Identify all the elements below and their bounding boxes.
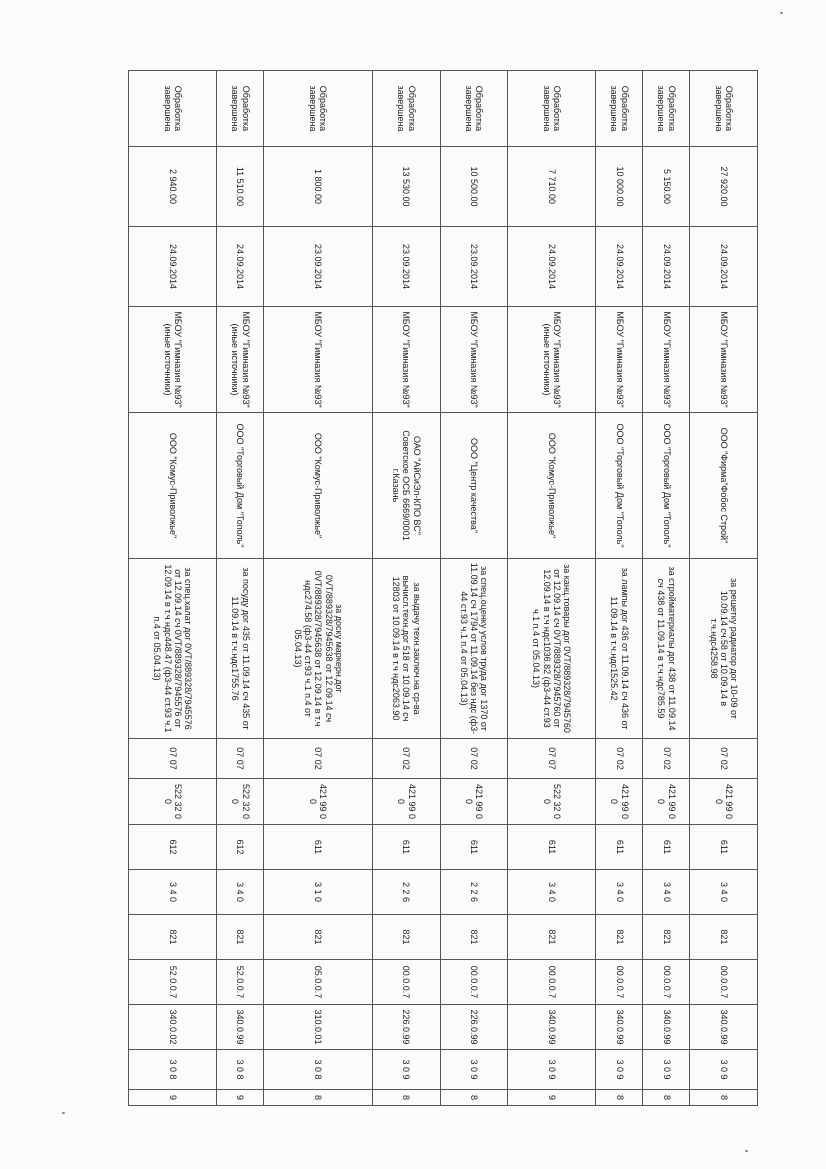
type-code-cell: 9 — [217, 1090, 264, 1106]
purpose-cell: за решетку радиатор дог 10-09 от 10.09.14 сч.58 от 10.09.14 в т.ч.ндс4258.98 — [690, 559, 758, 739]
status-cell: Обработка завершена — [596, 71, 643, 147]
section-code-cell: 07 02 — [643, 739, 690, 779]
section-code-cell: 07 02 — [440, 739, 508, 779]
article-code-cell: 340.0.99 — [217, 1005, 264, 1050]
customer-cell: МБОУ "Гимназия №93" — [264, 307, 373, 413]
kfo-code-cell: 3 0 9 — [643, 1050, 690, 1090]
subsidy-code-cell: 52.0.0.7 — [129, 960, 217, 1005]
scan-speck — [62, 1112, 65, 1114]
amount-cell: 10 000.00 — [596, 147, 643, 227]
table-row — [264, 71, 373, 1106]
article-code-cell: 340.0.99 — [690, 1005, 758, 1050]
target-code-cell: 421 99 0 0 — [372, 779, 440, 825]
purpose-cell: за спец.халат дог 0VT/889328/7945576 от 12.09.14 сч 0VT/889328/7945576 от 12.09.14 в т.ч ндс448.47 (ф3-44 ст.93 ч.1 п.4 от 05.04.13) — [129, 559, 217, 739]
purpose-cell: за спец.оценку услов труда дог 1370 от 11.09.14 сч 1794 от 11.09.14 без ндс (ф3-44 ст.93 ч.1 п.4 от 05.04.13) — [440, 559, 508, 739]
date-cell: 23.09.2014 — [372, 227, 440, 307]
type-code-cell: 9 — [129, 1090, 217, 1106]
subsidy-code-cell: 00.0.0.7 — [372, 960, 440, 1005]
article-code-cell: 310.0.01 — [264, 1005, 373, 1050]
status-cell: Обработка завершена — [217, 71, 264, 147]
customer-cell: МБОУ "Гимназия №93" — [372, 307, 440, 413]
code-cell: 821 — [508, 915, 596, 960]
kvr-code-cell: 612 — [129, 825, 217, 870]
rotated-table-wrapper — [128, 70, 758, 1105]
subsidy-code-cell: 05.0.0.7 — [264, 960, 373, 1005]
kfo-code-cell: 3 0 9 — [690, 1050, 758, 1090]
customer-cell: МБОУ "Гимназия №93" — [690, 307, 758, 413]
section-code-cell: 07 02 — [690, 739, 758, 779]
date-cell: 24.09.2014 — [643, 227, 690, 307]
status-cell: Обработка завершена — [129, 71, 217, 147]
subsidy-code-cell: 00.0.0.7 — [508, 960, 596, 1005]
status-cell: Обработка завершена — [690, 71, 758, 147]
amount-cell: 7 710.00 — [508, 147, 596, 227]
amount-cell: 1 800.00 — [264, 147, 373, 227]
customer-cell: МБОУ "Гимназия №93" (иные источники) — [217, 307, 264, 413]
target-code-cell: 522 32 0 0 — [508, 779, 596, 825]
supplier-cell: ОАО "АйСиЭл-КПО ВС" Советское ОСБ 6669/0001 г.Казань — [372, 413, 440, 559]
customer-cell: МБОУ "Гимназия №93" (иные источники) — [508, 307, 596, 413]
supplier-cell: ООО "Торговый Дом "Тополь" — [643, 413, 690, 559]
customer-cell: МБОУ "Гимназия №93" — [643, 307, 690, 413]
kvr-code-cell: 611 — [643, 825, 690, 870]
target-code-cell: 421 99 0 0 — [690, 779, 758, 825]
kosgu-code-cell: 3 4 0 — [508, 870, 596, 915]
code-cell: 821 — [372, 915, 440, 960]
kfo-code-cell: 3 0 8 — [264, 1050, 373, 1090]
supplier-cell: ООО "Комус-Приволжье" — [264, 413, 373, 559]
status-cell: Обработка завершена — [264, 71, 373, 147]
type-code-cell: 8 — [596, 1090, 643, 1106]
date-cell: 24.09.2014 — [596, 227, 643, 307]
kfo-code-cell: 3 0 8 — [129, 1050, 217, 1090]
kvr-code-cell: 611 — [596, 825, 643, 870]
amount-cell: 2 940.00 — [129, 147, 217, 227]
scan-speck — [780, 12, 783, 14]
customer-cell: МБОУ "Гимназия №93" — [596, 307, 643, 413]
subsidy-code-cell: 00.0.0.7 — [440, 960, 508, 1005]
purpose-cell: за лампы дог 436 от 11.09.14 сч 436 от 11.09.14 в т.ч.ндс1525.42 — [596, 559, 643, 739]
kvr-code-cell: 611 — [264, 825, 373, 870]
payments-table — [128, 70, 758, 1106]
type-code-cell: 9 — [508, 1090, 596, 1106]
table-row — [508, 71, 596, 1106]
table-row — [372, 71, 440, 1106]
date-cell: 24.09.2014 — [217, 227, 264, 307]
target-code-cell: 522 32 0 0 — [217, 779, 264, 825]
article-code-cell: 340.0.99 — [508, 1005, 596, 1050]
supplier-cell: ООО "Фирма"Фобос Строй" — [690, 413, 758, 559]
status-cell: Обработка завершена — [508, 71, 596, 147]
purpose-cell: за выдачу техн.заключ.на ср-ва вычисл.техн.дог 518 от 10.09.14 сч 12803 от 10.09.14 в т.ч ндс2063.90 — [372, 559, 440, 739]
supplier-cell: ООО "Центр качества" — [440, 413, 508, 559]
supplier-cell: ООО "Торговый Дом "Тополь" — [217, 413, 264, 559]
purpose-cell: за доску маркерн.дог 0VT/889328/7945638 от 12.09.14 сч 0VT/889328/7945638 от 12.09.14 в т.ч ндс274.58 (ф3-44 ст.93 ч.1 п.4 от 05.04.13) — [264, 559, 373, 739]
code-cell: 821 — [129, 915, 217, 960]
kosgu-code-cell: 3 4 0 — [129, 870, 217, 915]
customer-cell: МБОУ "Гимназия №93" (иные источники) — [129, 307, 217, 413]
article-code-cell: 226.0.99 — [440, 1005, 508, 1050]
table-row — [129, 71, 217, 1106]
amount-cell: 5 150.00 — [643, 147, 690, 227]
kvr-code-cell: 611 — [508, 825, 596, 870]
table-row — [440, 71, 508, 1106]
scan-speck — [745, 1150, 748, 1152]
table-row — [690, 71, 758, 1106]
customer-cell: МБОУ "Гимназия №93" — [440, 307, 508, 413]
supplier-cell: ООО "Торговый Дом "Тополь" — [596, 413, 643, 559]
kfo-code-cell: 3 0 9 — [508, 1050, 596, 1090]
kvr-code-cell: 611 — [372, 825, 440, 870]
type-code-cell: 8 — [643, 1090, 690, 1106]
code-cell: 821 — [690, 915, 758, 960]
purpose-cell: за канц.товары дог 0VT/889328/7945760 от 12.09.14 сч 0VT/889328/7945760 от 12.09.14 в т.ч ндс1036.82 (ф3-44 ст.93 ч.1 п.4 от 05.04.13) — [508, 559, 596, 739]
date-cell: 23.09.2014 — [264, 227, 373, 307]
subsidy-code-cell: 52.0.0.7 — [217, 960, 264, 1005]
type-code-cell: 8 — [440, 1090, 508, 1106]
status-cell: Обработка завершена — [440, 71, 508, 147]
code-cell: 821 — [643, 915, 690, 960]
kosgu-code-cell: 3 4 0 — [643, 870, 690, 915]
section-code-cell: 07 02 — [372, 739, 440, 779]
target-code-cell: 421 99 0 0 — [440, 779, 508, 825]
section-code-cell: 07 02 — [264, 739, 373, 779]
kfo-code-cell: 3 0 9 — [440, 1050, 508, 1090]
target-code-cell: 421 99 0 0 — [264, 779, 373, 825]
kvr-code-cell: 611 — [690, 825, 758, 870]
target-code-cell: 522 32 0 0 — [129, 779, 217, 825]
supplier-cell: ООО "Комус-Приволжье" — [129, 413, 217, 559]
type-code-cell: 8 — [372, 1090, 440, 1106]
table-row — [217, 71, 264, 1106]
code-cell: 821 — [217, 915, 264, 960]
amount-cell: 10 500.00 — [440, 147, 508, 227]
kfo-code-cell: 3 0 9 — [372, 1050, 440, 1090]
article-code-cell: 340.0.99 — [596, 1005, 643, 1050]
status-cell: Обработка завершена — [643, 71, 690, 147]
section-code-cell: 07 07 — [129, 739, 217, 779]
kvr-code-cell: 611 — [440, 825, 508, 870]
section-code-cell: 07 07 — [508, 739, 596, 779]
article-code-cell: 340.0.99 — [643, 1005, 690, 1050]
code-cell: 821 — [596, 915, 643, 960]
date-cell: 23.09.2014 — [440, 227, 508, 307]
date-cell: 24.09.2014 — [129, 227, 217, 307]
section-code-cell: 07 02 — [596, 739, 643, 779]
date-cell: 24.09.2014 — [690, 227, 758, 307]
code-cell: 821 — [440, 915, 508, 960]
code-cell: 821 — [264, 915, 373, 960]
purpose-cell: за посуду дог 435 от 11.09.14 сч 435 от 11.09.14 в т.ч.ндс1755.76 — [217, 559, 264, 739]
amount-cell: 11 510.00 — [217, 147, 264, 227]
amount-cell: 13 530.00 — [372, 147, 440, 227]
section-code-cell: 07 07 — [217, 739, 264, 779]
kosgu-code-cell: 3 4 0 — [217, 870, 264, 915]
kosgu-code-cell: 3 4 0 — [690, 870, 758, 915]
supplier-cell: ООО "Комус-Приволжье" — [508, 413, 596, 559]
kfo-code-cell: 3 0 8 — [217, 1050, 264, 1090]
article-code-cell: 340.0.02 — [129, 1005, 217, 1050]
table-row — [643, 71, 690, 1106]
kosgu-code-cell: 2 2 6 — [372, 870, 440, 915]
article-code-cell: 226.0.99 — [372, 1005, 440, 1050]
date-cell: 24.09.2014 — [508, 227, 596, 307]
kosgu-code-cell: 3 1 0 — [264, 870, 373, 915]
kosgu-code-cell: 2 2 6 — [440, 870, 508, 915]
type-code-cell: 8 — [690, 1090, 758, 1106]
purpose-cell: за стройматериалы дог 438 от 11.09.14 сч 438 от 11.09.14 в т.ч.ндс785.59 — [643, 559, 690, 739]
kfo-code-cell: 3 0 9 — [596, 1050, 643, 1090]
amount-cell: 27 920.00 — [690, 147, 758, 227]
target-code-cell: 421 99 0 0 — [643, 779, 690, 825]
kvr-code-cell: 612 — [217, 825, 264, 870]
kosgu-code-cell: 3 4 0 — [596, 870, 643, 915]
table-row — [596, 71, 643, 1106]
target-code-cell: 421 99 0 0 — [596, 779, 643, 825]
type-code-cell: 8 — [264, 1090, 373, 1106]
subsidy-code-cell: 00.0.0.7 — [690, 960, 758, 1005]
subsidy-code-cell: 00.0.0.7 — [643, 960, 690, 1005]
status-cell: Обработка завершена — [372, 71, 440, 147]
subsidy-code-cell: 00.0.0.7 — [596, 960, 643, 1005]
